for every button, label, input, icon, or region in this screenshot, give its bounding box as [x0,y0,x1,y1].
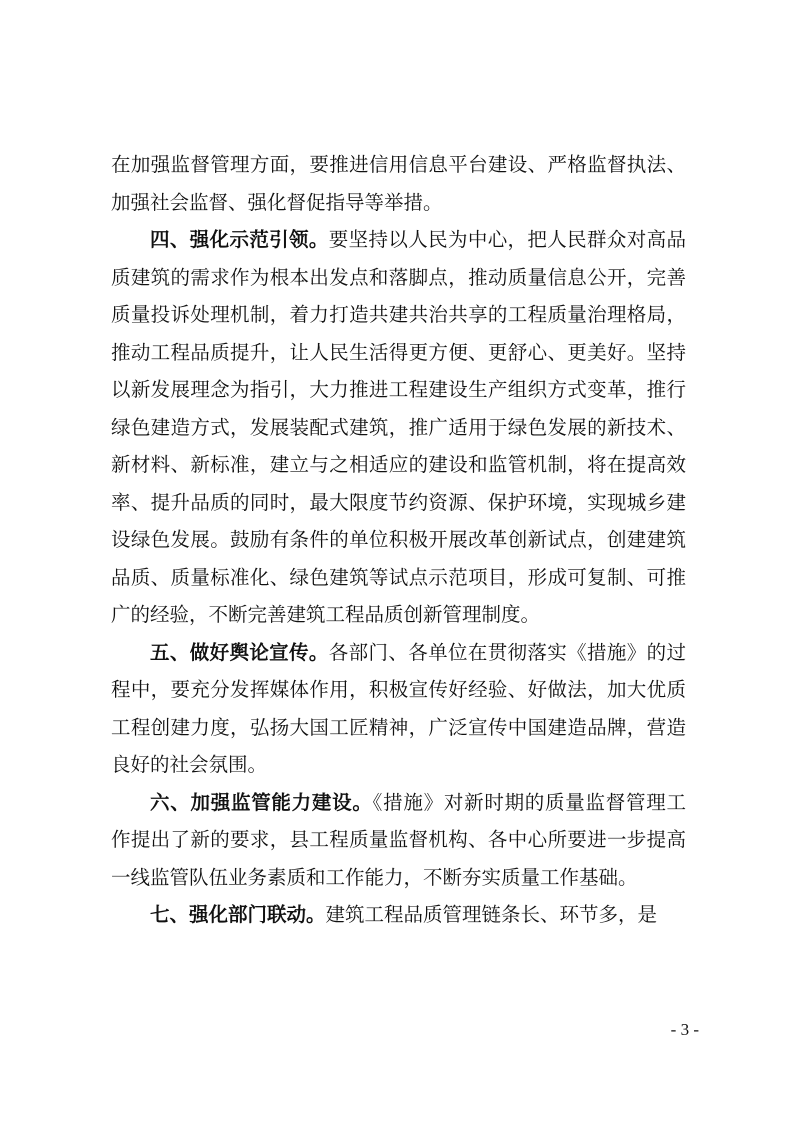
paragraph-text: 《措施》对新时期的质量监督管理工作提出了新的要求，县工程质量监督机构、各中心所要进一步提高一线监管队伍业务素质和工作能力，不断夯实质量工作基础。 [111,790,686,889]
paragraph-text: 要坚持以人民为中心，把人民群众对高品质建筑的需求作为根本出发点和落脚点，推动质量信息公开，完善质量投诉处理机制，着力打造共建共治共享的工程质量治理格局，推动工程品质提升，让人民生活得更方便、更舒心、更美好。坚持以新发展理念为指引，大力推进工程建设生产组织方式变革，推行绿色建造方式，发展装配式建筑，推广适用于绿色发展的新技术、新材料、新标准，建立与之相适应的建设和监管机制，将在提高效率、提升品质的同时，最大限度节约资源、保护环境，实现城乡建设绿色发展。鼓励有条件的单位积极开展改革创新试点，创建建筑品质、质量标准化、绿色建筑等试点示范项目，形成可复制、可推广的经验，不断完善建筑工程品质创新管理制度。 [111,228,686,626]
section-heading-5: 五、做好舆论宣传。 [150,640,329,664]
paragraph-text: 建筑工程品质管理链条长、环节多，是 [325,903,658,926]
paragraph-linkage [111,896,686,934]
paragraph-text: 在加强监督管理方面，要推进信用信息平台建设、严格监督执法、加强社会监督、强化督促指导等举措。 [111,153,686,214]
body-text [111,146,686,934]
paragraph-capacity [111,784,686,897]
paragraph-supervision [111,146,686,221]
page-number: - 3 - [670,1020,699,1039]
section-heading-4: 四、强化示范引领。 [150,228,329,251]
paragraph-demonstration [111,221,686,634]
paragraph-text: 各部门、各单位在贯彻落实《措施》的过程中，要充分发挥媒体作用，积极宣传好经验、好做法，加大优质工程创建力度，弘扬大国工匠精神，广泛宣传中国建造品牌，营造良好的社会氛围。 [111,640,686,776]
section-heading-6: 六、加强监管能力建设。 [150,790,373,814]
paragraph-publicity [111,634,686,784]
section-heading-7: 七、强化部门联动。 [150,903,326,926]
